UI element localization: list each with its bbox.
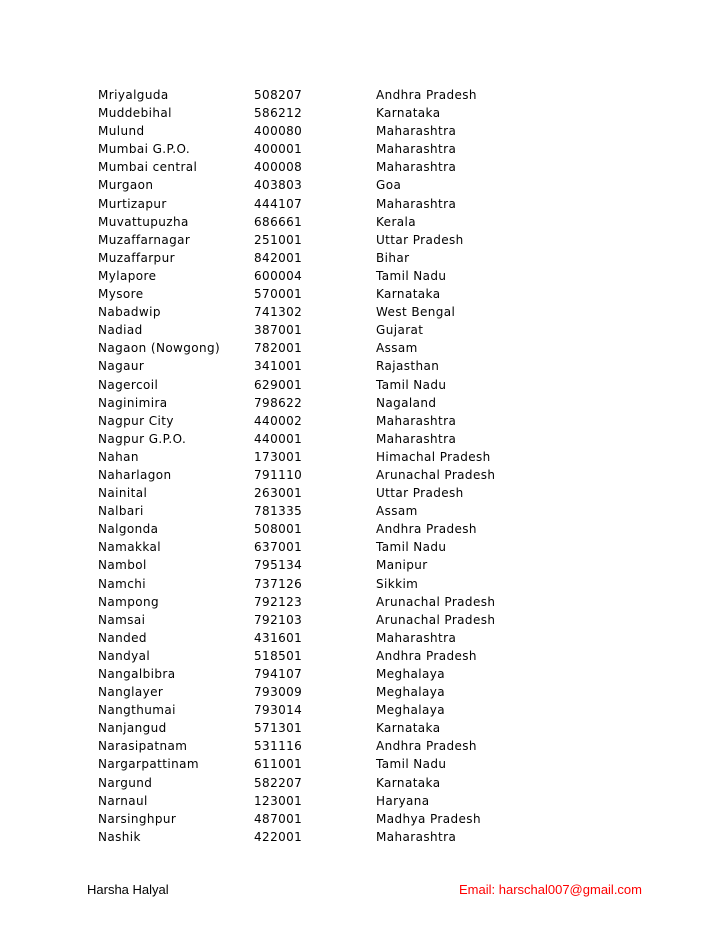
state-cell: Maharashtra <box>376 630 457 645</box>
state-cell: Karnataka <box>376 106 441 121</box>
table-row <box>98 629 658 647</box>
table-row <box>98 484 658 502</box>
table-row <box>98 810 658 828</box>
pincode-cell: 792123 <box>254 594 303 609</box>
table-row <box>98 701 658 719</box>
table-row <box>98 828 658 846</box>
pincode-cell: 387001 <box>254 323 303 338</box>
state-cell: Assam <box>376 341 418 356</box>
city-cell: Nanglayer <box>98 685 164 700</box>
city-cell: Muzaffarnagar <box>98 232 191 247</box>
table-row <box>98 231 658 249</box>
table-row <box>98 376 658 394</box>
city-cell: Nagaon (Nowgong) <box>98 341 221 356</box>
table-row <box>98 755 658 773</box>
table-row <box>98 339 658 357</box>
city-cell: Mumbai G.P.O. <box>98 142 191 157</box>
pincode-cell: 263001 <box>254 486 303 501</box>
table-row <box>98 520 658 538</box>
city-cell: Nagpur G.P.O. <box>98 431 187 446</box>
state-cell: Karnataka <box>376 287 441 302</box>
pincode-cell: 123001 <box>254 793 303 808</box>
pincode-cell: 173001 <box>254 449 303 464</box>
city-cell: Narsinghpur <box>98 811 177 826</box>
state-cell: Meghalaya <box>376 667 446 681</box>
city-cell: Nabadwip <box>98 305 161 320</box>
city-cell: Nalgonda <box>98 522 159 537</box>
city-cell: Mylapore <box>98 268 157 283</box>
city-cell: Nargarpattinam <box>98 757 199 772</box>
state-cell: Maharashtra <box>376 413 457 428</box>
table-row <box>98 394 658 412</box>
pincode-cell: 794107 <box>254 667 303 681</box>
state-cell: Tamil Nadu <box>376 540 447 555</box>
state-cell: Kerala <box>376 214 417 229</box>
state-cell: Bihar <box>376 250 410 265</box>
state-cell: Arunachal Pradesh <box>376 467 496 482</box>
state-cell: Manipur <box>376 558 428 573</box>
pincode-cell: 582207 <box>254 775 303 790</box>
pincode-cell: 400001 <box>254 142 303 157</box>
table-row <box>98 86 658 104</box>
table-row <box>98 665 658 683</box>
table-row <box>98 249 658 267</box>
city-cell: Murgaon <box>98 178 154 193</box>
city-cell: Narnaul <box>98 793 148 808</box>
state-cell: Maharashtra <box>376 431 457 446</box>
table-row <box>98 213 658 231</box>
city-cell: Murtizapur <box>98 196 167 211</box>
table-row <box>98 357 658 375</box>
pincode-cell: 795134 <box>254 558 303 573</box>
pincode-cell: 508001 <box>254 522 303 537</box>
city-cell: Mysore <box>98 287 144 302</box>
state-cell: Assam <box>376 504 418 519</box>
table-row <box>98 122 658 140</box>
table-row <box>98 303 658 321</box>
state-cell: Karnataka <box>376 775 441 790</box>
table-row <box>98 575 658 593</box>
pincode-cell: 570001 <box>254 287 303 302</box>
city-cell: Nashik <box>98 829 141 844</box>
state-cell: Tamil Nadu <box>376 268 447 283</box>
city-cell: Namchi <box>98 576 146 591</box>
table-row <box>98 267 658 285</box>
table-row <box>98 195 658 213</box>
city-cell: Namsai <box>98 612 146 627</box>
state-cell: Karnataka <box>376 721 441 736</box>
pincode-cell: 508207 <box>254 88 303 102</box>
state-cell: Maharashtra <box>376 142 457 157</box>
pincode-cell: 440002 <box>254 413 303 428</box>
table-row <box>98 647 658 665</box>
footer-author: Harsha Halyal <box>87 882 169 897</box>
pincode-cell: 611001 <box>254 757 303 772</box>
pincode-cell: 637001 <box>254 540 303 555</box>
pincode-cell: 741302 <box>254 305 303 320</box>
table-row <box>98 321 658 339</box>
pincode-cell: 400008 <box>254 160 303 175</box>
city-cell: Nangthumai <box>98 703 176 718</box>
state-cell: Himachal Pradesh <box>376 449 491 464</box>
city-cell: Nagaur <box>98 359 145 374</box>
state-cell: Maharashtra <box>376 124 457 139</box>
table-row <box>98 448 658 466</box>
state-cell: Meghalaya <box>376 685 446 700</box>
pincode-cell: 403803 <box>254 178 303 193</box>
city-cell: Nampong <box>98 594 160 609</box>
city-cell: Nangalbibra <box>98 667 176 681</box>
pincode-cell: 781335 <box>254 504 303 519</box>
table-row <box>98 412 658 430</box>
state-cell: Arunachal Pradesh <box>376 594 496 609</box>
state-cell: Tamil Nadu <box>376 757 447 772</box>
state-cell: West Bengal <box>376 305 456 320</box>
city-cell: Nadiad <box>98 323 143 338</box>
pincode-cell: 431601 <box>254 630 303 645</box>
city-cell: Naharlagon <box>98 467 172 482</box>
state-cell: Haryana <box>376 793 430 808</box>
city-cell: Namakkal <box>98 540 161 555</box>
table-row <box>98 719 658 737</box>
pincode-cell: 792103 <box>254 612 303 627</box>
table-row <box>98 140 658 158</box>
city-cell: Naginimira <box>98 395 168 410</box>
state-cell: Tamil Nadu <box>376 377 447 392</box>
state-cell: Maharashtra <box>376 829 457 844</box>
pincode-cell: 793009 <box>254 685 303 700</box>
state-cell: Andhra Pradesh <box>376 739 477 754</box>
state-cell: Arunachal Pradesh <box>376 612 496 627</box>
table-row <box>98 556 658 574</box>
state-cell: Sikkim <box>376 576 419 591</box>
table-row <box>98 683 658 701</box>
pincode-cell: 586212 <box>254 106 303 121</box>
state-cell: Uttar Pradesh <box>376 486 464 501</box>
city-cell: Nagpur City <box>98 413 174 428</box>
pincode-cell: 400080 <box>254 124 303 139</box>
state-cell: Maharashtra <box>376 160 457 175</box>
pincode-cell: 842001 <box>254 250 303 265</box>
table-row <box>98 158 658 176</box>
pincode-cell: 737126 <box>254 576 303 591</box>
pincode-cell: 798622 <box>254 395 303 410</box>
pincode-cell: 444107 <box>254 196 303 211</box>
table-row <box>98 104 658 122</box>
city-cell: Nainital <box>98 486 148 501</box>
table-row <box>98 466 658 484</box>
state-cell: Rajasthan <box>376 359 440 374</box>
pincode-cell: 440001 <box>254 431 303 446</box>
pincode-table <box>98 86 658 846</box>
table-row <box>98 593 658 611</box>
pincode-cell: 782001 <box>254 341 303 356</box>
pincode-cell: 793014 <box>254 703 303 718</box>
table-row <box>98 285 658 303</box>
state-cell: Maharashtra <box>376 196 457 211</box>
table-row <box>98 538 658 556</box>
city-cell: Muzaffarpur <box>98 250 175 265</box>
city-cell: Nargund <box>98 775 153 790</box>
state-cell: Madhya Pradesh <box>376 811 481 826</box>
pincode-cell: 791110 <box>254 467 303 482</box>
city-cell: Mriyalguda <box>98 88 169 102</box>
table-row <box>98 737 658 755</box>
state-cell: Andhra Pradesh <box>376 88 477 102</box>
footer-email: Email: harschal007@gmail.com <box>459 882 642 897</box>
city-cell: Nanjangud <box>98 721 167 736</box>
city-cell: Narasipatnam <box>98 739 188 754</box>
state-cell: Andhra Pradesh <box>376 522 477 537</box>
state-cell: Goa <box>376 178 402 193</box>
pincode-cell: 571301 <box>254 721 303 736</box>
city-cell: Nalbari <box>98 504 144 519</box>
city-cell: Nandyal <box>98 648 151 663</box>
state-cell: Uttar Pradesh <box>376 232 464 247</box>
table-row <box>98 792 658 810</box>
city-cell: Muddebihal <box>98 106 172 121</box>
pincode-cell: 341001 <box>254 359 303 374</box>
table-row <box>98 430 658 448</box>
pincode-cell: 422001 <box>254 829 303 844</box>
state-cell: Meghalaya <box>376 703 446 718</box>
pincode-cell: 531116 <box>254 739 303 754</box>
state-cell: Andhra Pradesh <box>376 648 477 663</box>
city-cell: Nahan <box>98 449 139 464</box>
pincode-cell: 686661 <box>254 214 303 229</box>
city-cell: Nambol <box>98 558 147 573</box>
city-cell: Nagercoil <box>98 377 159 392</box>
state-cell: Nagaland <box>376 395 437 410</box>
table-row <box>98 774 658 792</box>
pincode-cell: 629001 <box>254 377 303 392</box>
pincode-cell: 600004 <box>254 268 303 283</box>
table-row <box>98 611 658 629</box>
pincode-cell: 251001 <box>254 232 303 247</box>
city-cell: Nanded <box>98 630 147 645</box>
state-cell: Gujarat <box>376 323 424 338</box>
table-row <box>98 176 658 194</box>
city-cell: Muvattupuzha <box>98 214 189 229</box>
city-cell: Mulund <box>98 124 145 139</box>
pincode-cell: 487001 <box>254 811 303 826</box>
table-row <box>98 502 658 520</box>
city-cell: Mumbai central <box>98 160 198 175</box>
pincode-cell: 518501 <box>254 648 303 663</box>
